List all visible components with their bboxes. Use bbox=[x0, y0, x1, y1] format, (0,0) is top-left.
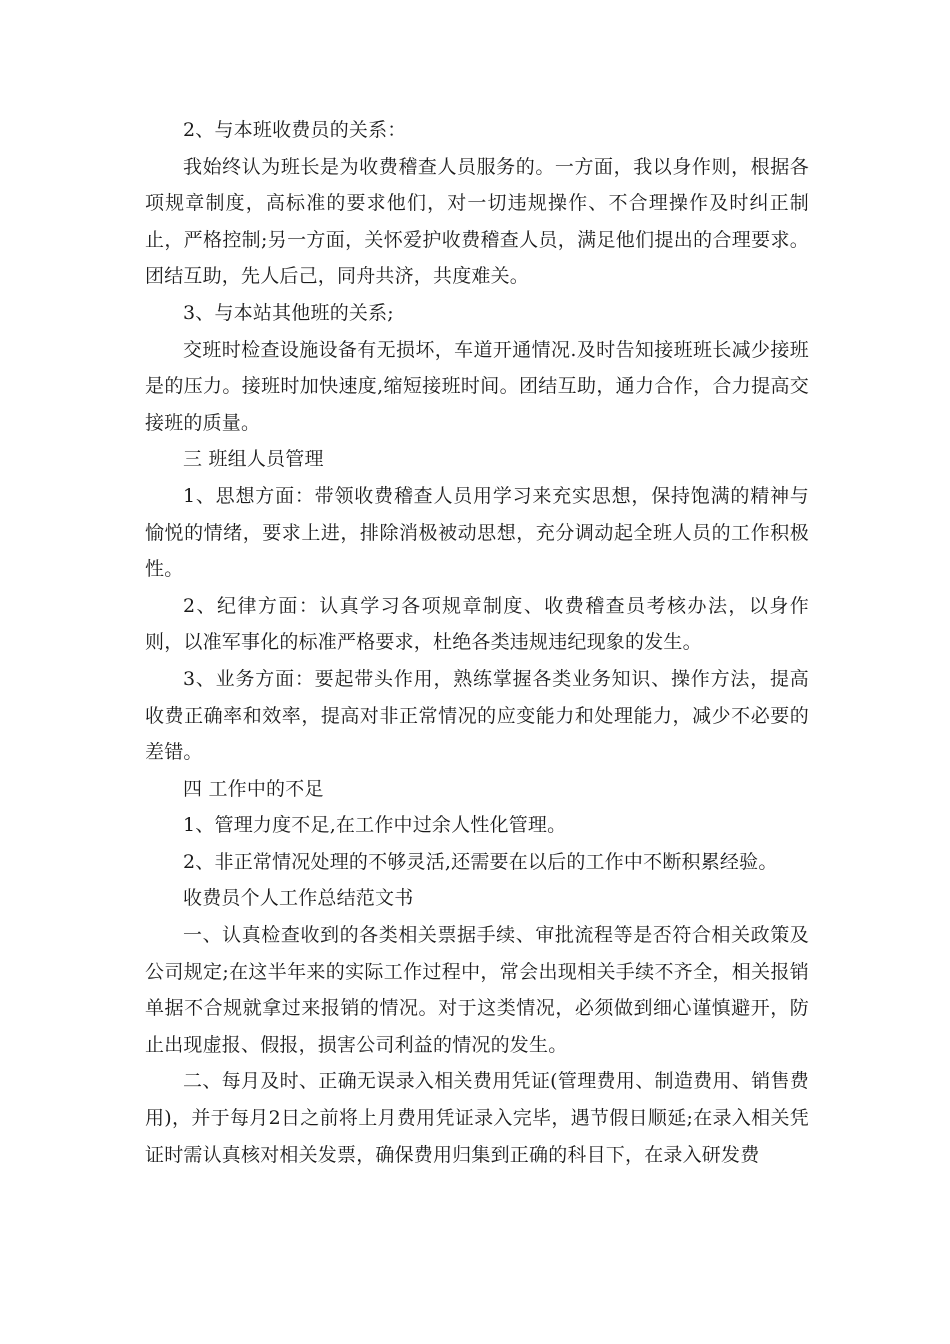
section-heading-staff-management: 三 班组人员管理 bbox=[183, 448, 324, 471]
paragraph-shortcoming-2: 2、非正常情况处理的不够灵活,还需要在以后的工作中不断积累经验。 bbox=[183, 850, 778, 873]
paragraph-point-1: 一、认真检查收到的各类相关票据手续、审批流程等是否符合相关政策及公司规定;在这半年来的实际工作过程中，常会出现相关手续不齐全，相关报销单据不合规就拿过来报销的情况。对于这类情况，必须做到细心谨慎避开，防止出现虚报、假报，损害公司利益的情况的发生。 bbox=[145, 924, 809, 1056]
paragraph-point-2: 二、每月及时、正确无误录入相关费用凭证(管理费用、制造费用、销售费用)，并于每月2日之前将上月费用凭证录入完毕，遇节假日顺延;在录入相关凭证时需认真核对相关发票，确保费用归集到正确的科目下，在录入研发费 bbox=[145, 1070, 809, 1166]
paragraph-relation-own-shift: 我始终认为班长是为收费稽查人员服务的。一方面，我以身作则，根据各项规章制度，高标准的要求他们，对一切违规操作、不合理操作及时纠正制止，严格控制;另一方面，关怀爱护收费稽查人员，满足他们提出的合理要求。团结互助，先人后己，同舟共济，共度难关。 bbox=[145, 155, 809, 288]
paragraph-relation-other-shift: 交班时检查设施设备有无损坏，车道开通情况.及时告知接班班长减少接班是的压力。接班时加快速度,缩短接班时间。团结互助，通力合作，合力提高交接班的质量。 bbox=[145, 338, 809, 434]
paragraph-ideology: 1、思想方面：带领收费稽查人员用学习来充实思想，保持饱满的精神与愉悦的情绪，要求上进，排除消极被动思想，充分调动起全班人员的工作积极性。 bbox=[145, 484, 809, 581]
paragraph-shortcoming-1: 1、管理力度不足,在工作中过余人性化管理。 bbox=[183, 814, 567, 837]
paragraph-discipline: 2、纪律方面：认真学习各项规章制度、收费稽查员考核办法，以身作则，以准军事化的标准严格要求，杜绝各类违规违纪现象的发生。 bbox=[145, 594, 809, 654]
section-heading-shortcomings: 四 工作中的不足 bbox=[183, 777, 324, 800]
paragraph-relation-own-shift-heading: 2、与本班收费员的关系： bbox=[183, 119, 407, 141]
paragraph-relation-other-shift-heading: 3、与本站其他班的关系; bbox=[183, 301, 394, 324]
document-body bbox=[145, 112, 809, 1173]
paragraph-business: 3、业务方面：要起带头作用，熟练掌握各类业务知识、操作方法，提高收费正确率和效率，提高对非正常情况的应变能力和处理能力，减少不必要的差错。 bbox=[145, 667, 809, 764]
document-subtitle: 收费员个人工作总结范文书 bbox=[183, 887, 414, 910]
